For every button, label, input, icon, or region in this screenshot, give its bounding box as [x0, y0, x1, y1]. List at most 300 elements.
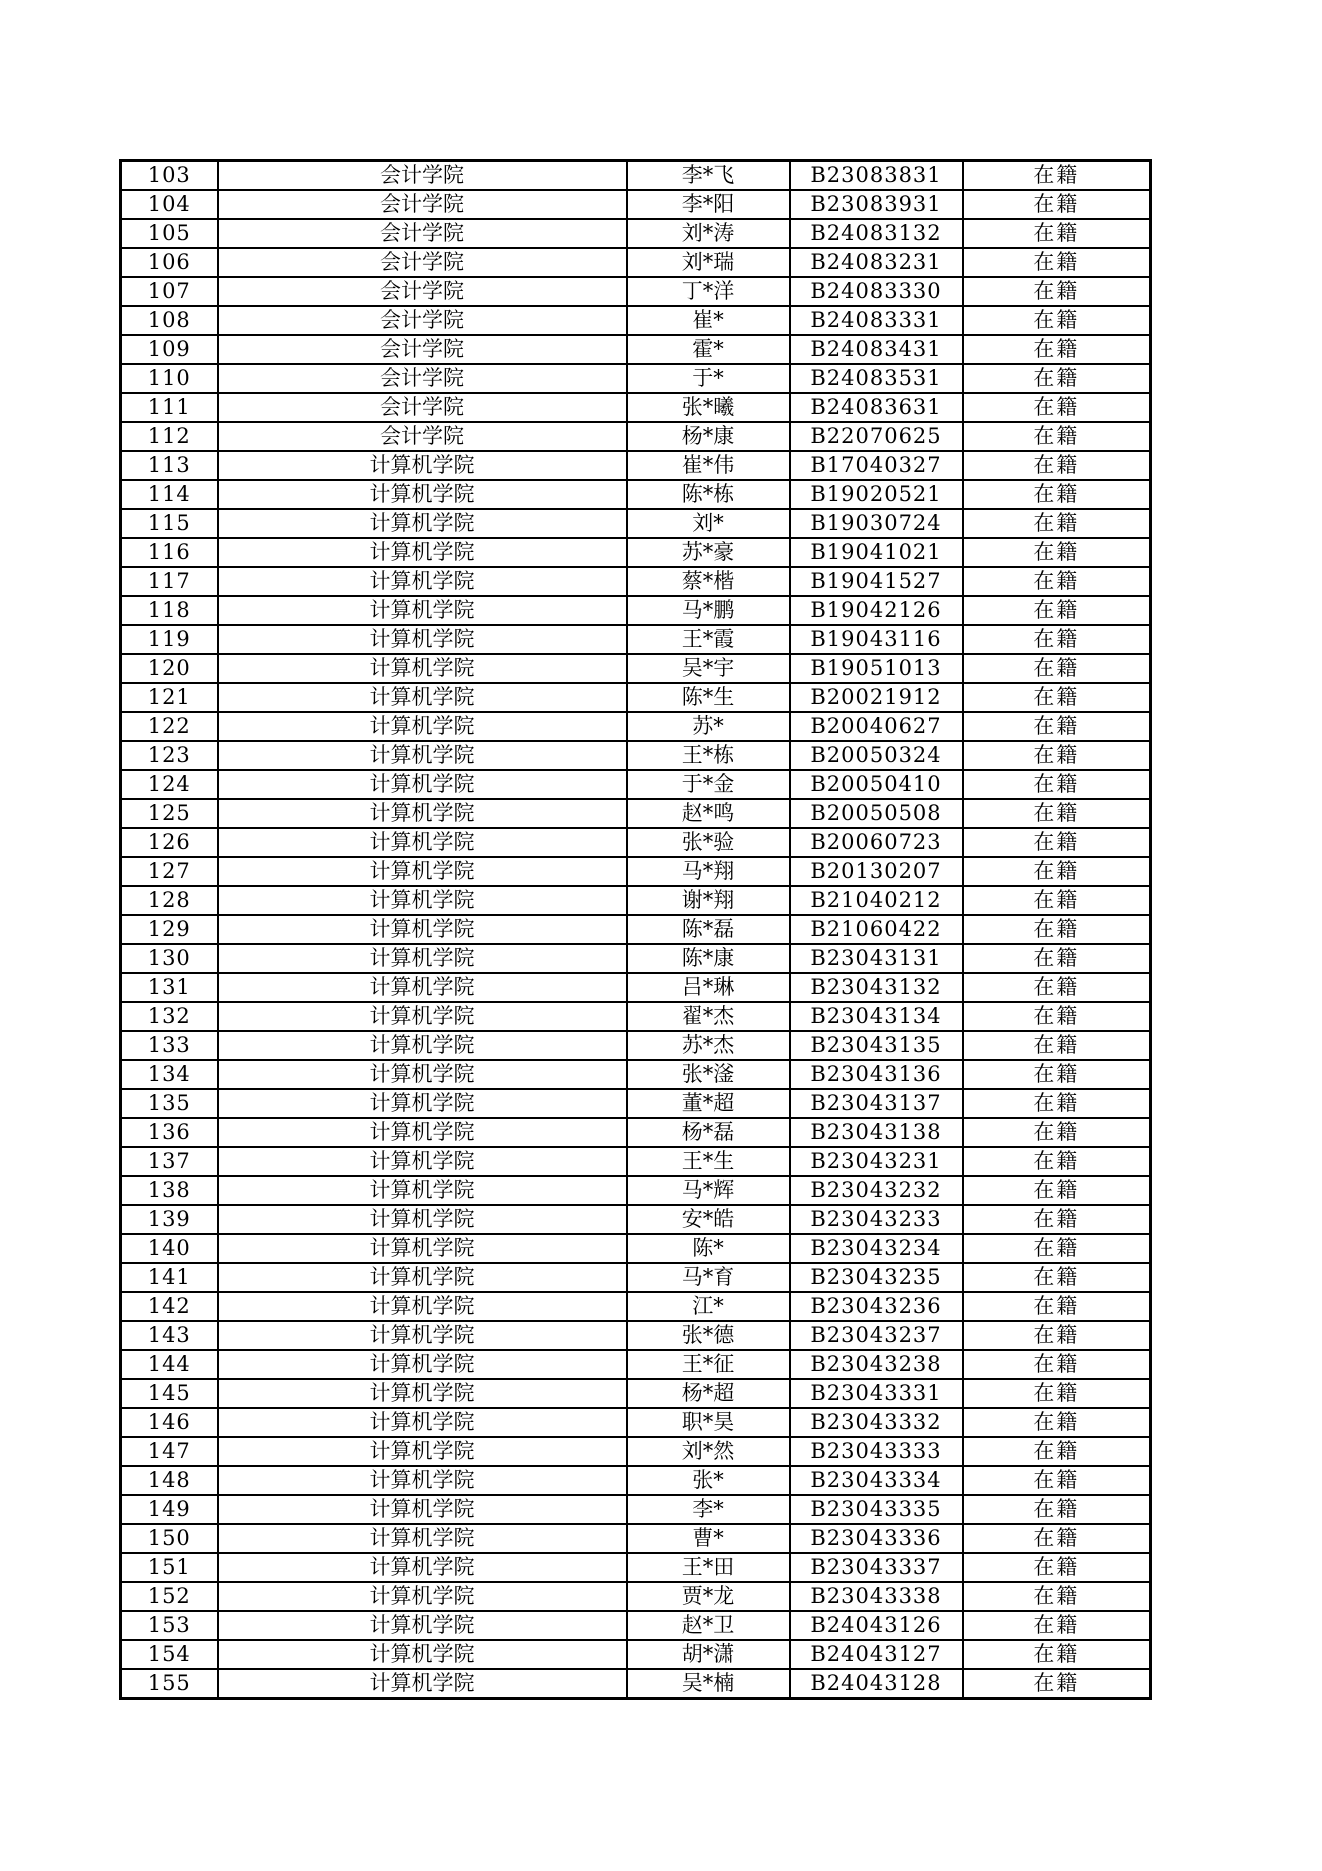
table-row [121, 1089, 1151, 1118]
enrollment-status-cell: 在籍 [963, 1379, 1151, 1408]
table-row [121, 683, 1151, 712]
college-cell: 计算机学院 [218, 1060, 627, 1089]
student-name-cell: 谢*翔 [627, 886, 790, 915]
student-id-cell: B20040627 [790, 712, 963, 741]
enrollment-status-cell: 在籍 [963, 335, 1151, 364]
row-number-cell: 119 [121, 625, 218, 654]
student-id-cell: B24083531 [790, 364, 963, 393]
row-number-cell: 125 [121, 799, 218, 828]
table-row [121, 1524, 1151, 1553]
enrollment-status-cell: 在籍 [963, 306, 1151, 335]
table-row [121, 625, 1151, 654]
student-name-cell: 苏*杰 [627, 1031, 790, 1060]
student-name-cell: 刘*瑞 [627, 248, 790, 277]
table-row [121, 712, 1151, 741]
table-row [121, 799, 1151, 828]
enrollment-status-cell: 在籍 [963, 683, 1151, 712]
row-number-cell: 113 [121, 451, 218, 480]
table-row [121, 190, 1151, 219]
student-id-cell: B23043233 [790, 1205, 963, 1234]
table-row [121, 480, 1151, 509]
row-number-cell: 116 [121, 538, 218, 567]
student-id-cell: B23043234 [790, 1234, 963, 1263]
college-cell: 计算机学院 [218, 799, 627, 828]
college-cell: 会计学院 [218, 190, 627, 219]
row-number-cell: 154 [121, 1640, 218, 1669]
student-name-cell: 马*翔 [627, 857, 790, 886]
table-row [121, 1350, 1151, 1379]
student-name-cell: 王*田 [627, 1553, 790, 1582]
table-row [121, 828, 1151, 857]
table-row [121, 1466, 1151, 1495]
row-number-cell: 151 [121, 1553, 218, 1582]
enrollment-status-cell: 在籍 [963, 364, 1151, 393]
college-cell: 会计学院 [218, 161, 627, 191]
row-number-cell: 133 [121, 1031, 218, 1060]
row-number-cell: 150 [121, 1524, 218, 1553]
student-name-cell: 崔*伟 [627, 451, 790, 480]
college-cell: 计算机学院 [218, 1669, 627, 1699]
row-number-cell: 149 [121, 1495, 218, 1524]
student-id-cell: B20130207 [790, 857, 963, 886]
student-id-cell: B24083431 [790, 335, 963, 364]
college-cell: 计算机学院 [218, 538, 627, 567]
college-cell: 计算机学院 [218, 770, 627, 799]
student-id-cell: B19051013 [790, 654, 963, 683]
enrollment-status-cell: 在籍 [963, 1118, 1151, 1147]
college-cell: 计算机学院 [218, 596, 627, 625]
table-row [121, 1669, 1151, 1699]
college-cell: 计算机学院 [218, 480, 627, 509]
enrollment-status-cell: 在籍 [963, 654, 1151, 683]
college-cell: 计算机学院 [218, 1495, 627, 1524]
table-row [121, 1582, 1151, 1611]
student-name-cell: 王*栋 [627, 741, 790, 770]
row-number-cell: 114 [121, 480, 218, 509]
student-id-cell: B19020521 [790, 480, 963, 509]
table-row [121, 567, 1151, 596]
student-id-cell: B23043137 [790, 1089, 963, 1118]
student-name-cell: 李* [627, 1495, 790, 1524]
row-number-cell: 152 [121, 1582, 218, 1611]
student-id-cell: B23043333 [790, 1437, 963, 1466]
college-cell: 计算机学院 [218, 683, 627, 712]
row-number-cell: 131 [121, 973, 218, 1002]
student-id-cell: B24043128 [790, 1669, 963, 1699]
college-cell: 计算机学院 [218, 625, 627, 654]
student-id-cell: B23083931 [790, 190, 963, 219]
student-id-cell: B23043334 [790, 1466, 963, 1495]
college-cell: 计算机学院 [218, 828, 627, 857]
student-id-cell: B23043237 [790, 1321, 963, 1350]
row-number-cell: 153 [121, 1611, 218, 1640]
enrollment-status-cell: 在籍 [963, 1263, 1151, 1292]
college-cell: 计算机学院 [218, 1147, 627, 1176]
student-name-cell: 李*飞 [627, 161, 790, 191]
college-cell: 计算机学院 [218, 451, 627, 480]
row-number-cell: 117 [121, 567, 218, 596]
student-name-cell: 赵*卫 [627, 1611, 790, 1640]
enrollment-status-cell: 在籍 [963, 538, 1151, 567]
student-id-cell: B19041021 [790, 538, 963, 567]
enrollment-status-cell: 在籍 [963, 1002, 1151, 1031]
college-cell: 计算机学院 [218, 1002, 627, 1031]
enrollment-status-cell: 在籍 [963, 1060, 1151, 1089]
student-name-cell: 马*辉 [627, 1176, 790, 1205]
table-row [121, 1176, 1151, 1205]
college-cell: 会计学院 [218, 248, 627, 277]
enrollment-status-cell: 在籍 [963, 1669, 1151, 1699]
college-cell: 计算机学院 [218, 1640, 627, 1669]
row-number-cell: 122 [121, 712, 218, 741]
college-cell: 计算机学院 [218, 1437, 627, 1466]
row-number-cell: 103 [121, 161, 218, 191]
table-row [121, 393, 1151, 422]
college-cell: 计算机学院 [218, 915, 627, 944]
college-cell: 会计学院 [218, 219, 627, 248]
table-row [121, 1118, 1151, 1147]
student-id-cell: B23043331 [790, 1379, 963, 1408]
college-cell: 会计学院 [218, 422, 627, 451]
student-name-cell: 丁*洋 [627, 277, 790, 306]
enrollment-status-cell: 在籍 [963, 944, 1151, 973]
student-name-cell: 曹* [627, 1524, 790, 1553]
student-name-cell: 李*阳 [627, 190, 790, 219]
row-number-cell: 126 [121, 828, 218, 857]
enrollment-status-cell: 在籍 [963, 219, 1151, 248]
table-row [121, 219, 1151, 248]
student-id-cell: B19042126 [790, 596, 963, 625]
enrollment-status-cell: 在籍 [963, 567, 1151, 596]
college-cell: 计算机学院 [218, 1408, 627, 1437]
enrollment-status-cell: 在籍 [963, 1466, 1151, 1495]
table-row [121, 915, 1151, 944]
enrollment-status-cell: 在籍 [963, 1495, 1151, 1524]
college-cell: 计算机学院 [218, 1350, 627, 1379]
student-name-cell: 张*滏 [627, 1060, 790, 1089]
table-row [121, 1437, 1151, 1466]
enrollment-status-cell: 在籍 [963, 741, 1151, 770]
enrollment-status-cell: 在籍 [963, 1524, 1151, 1553]
row-number-cell: 112 [121, 422, 218, 451]
student-name-cell: 江* [627, 1292, 790, 1321]
row-number-cell: 123 [121, 741, 218, 770]
table-row [121, 1495, 1151, 1524]
enrollment-status-cell: 在籍 [963, 248, 1151, 277]
college-cell: 计算机学院 [218, 1379, 627, 1408]
student-name-cell: 刘* [627, 509, 790, 538]
student-name-cell: 马*育 [627, 1263, 790, 1292]
row-number-cell: 107 [121, 277, 218, 306]
enrollment-status-cell: 在籍 [963, 973, 1151, 1002]
college-cell: 会计学院 [218, 277, 627, 306]
enrollment-status-cell: 在籍 [963, 1089, 1151, 1118]
table-row [121, 306, 1151, 335]
row-number-cell: 137 [121, 1147, 218, 1176]
row-number-cell: 118 [121, 596, 218, 625]
student-name-cell: 张*曦 [627, 393, 790, 422]
row-number-cell: 139 [121, 1205, 218, 1234]
table-row [121, 1640, 1151, 1669]
table-row [121, 1031, 1151, 1060]
row-number-cell: 127 [121, 857, 218, 886]
row-number-cell: 106 [121, 248, 218, 277]
college-cell: 会计学院 [218, 335, 627, 364]
student-name-cell: 吕*琳 [627, 973, 790, 1002]
enrollment-status-cell: 在籍 [963, 1147, 1151, 1176]
student-id-cell: B19041527 [790, 567, 963, 596]
student-name-cell: 杨*磊 [627, 1118, 790, 1147]
student-id-cell: B23083831 [790, 161, 963, 191]
student-name-cell: 苏* [627, 712, 790, 741]
student-name-cell: 胡*潇 [627, 1640, 790, 1669]
student-name-cell: 刘*涛 [627, 219, 790, 248]
table-row [121, 335, 1151, 364]
enrollment-status-cell: 在籍 [963, 1408, 1151, 1437]
table-row [121, 364, 1151, 393]
student-id-cell: B23043238 [790, 1350, 963, 1379]
student-name-cell: 董*超 [627, 1089, 790, 1118]
enrollment-status-cell: 在籍 [963, 915, 1151, 944]
table-row [121, 973, 1151, 1002]
row-number-cell: 148 [121, 1466, 218, 1495]
student-id-cell: B23043235 [790, 1263, 963, 1292]
table-row [121, 886, 1151, 915]
college-cell: 计算机学院 [218, 1611, 627, 1640]
college-cell: 计算机学院 [218, 1205, 627, 1234]
college-cell: 计算机学院 [218, 1582, 627, 1611]
student-name-cell: 安*皓 [627, 1205, 790, 1234]
student-name-cell: 刘*然 [627, 1437, 790, 1466]
table-row [121, 654, 1151, 683]
row-number-cell: 134 [121, 1060, 218, 1089]
student-id-cell: B24083631 [790, 393, 963, 422]
enrollment-status-cell: 在籍 [963, 1176, 1151, 1205]
student-name-cell: 张*验 [627, 828, 790, 857]
row-number-cell: 111 [121, 393, 218, 422]
college-cell: 计算机学院 [218, 741, 627, 770]
enrollment-status-cell: 在籍 [963, 393, 1151, 422]
college-cell: 计算机学院 [218, 712, 627, 741]
college-cell: 会计学院 [218, 393, 627, 422]
student-id-cell: B23043138 [790, 1118, 963, 1147]
student-name-cell: 吴*楠 [627, 1669, 790, 1699]
student-name-cell: 陈*磊 [627, 915, 790, 944]
enrollment-status-cell: 在籍 [963, 1640, 1151, 1669]
row-number-cell: 142 [121, 1292, 218, 1321]
student-id-cell: B23043332 [790, 1408, 963, 1437]
student-roster-table [119, 159, 1152, 1700]
enrollment-status-cell: 在籍 [963, 277, 1151, 306]
enrollment-status-cell: 在籍 [963, 480, 1151, 509]
student-id-cell: B17040327 [790, 451, 963, 480]
student-id-cell: B24083331 [790, 306, 963, 335]
student-id-cell: B21060422 [790, 915, 963, 944]
student-id-cell: B23043337 [790, 1553, 963, 1582]
enrollment-status-cell: 在籍 [963, 596, 1151, 625]
college-cell: 计算机学院 [218, 1466, 627, 1495]
row-number-cell: 144 [121, 1350, 218, 1379]
student-id-cell: B19043116 [790, 625, 963, 654]
student-name-cell: 职*昊 [627, 1408, 790, 1437]
student-id-cell: B23043336 [790, 1524, 963, 1553]
enrollment-status-cell: 在籍 [963, 1205, 1151, 1234]
row-number-cell: 136 [121, 1118, 218, 1147]
table-row [121, 596, 1151, 625]
table-row [121, 1379, 1151, 1408]
college-cell: 计算机学院 [218, 509, 627, 538]
enrollment-status-cell: 在籍 [963, 799, 1151, 828]
row-number-cell: 110 [121, 364, 218, 393]
table-row [121, 1292, 1151, 1321]
college-cell: 计算机学院 [218, 973, 627, 1002]
student-name-cell: 蔡*楷 [627, 567, 790, 596]
enrollment-status-cell: 在籍 [963, 625, 1151, 654]
student-id-cell: B23043236 [790, 1292, 963, 1321]
row-number-cell: 120 [121, 654, 218, 683]
college-cell: 会计学院 [218, 364, 627, 393]
student-id-cell: B23043231 [790, 1147, 963, 1176]
enrollment-status-cell: 在籍 [963, 770, 1151, 799]
enrollment-status-cell: 在籍 [963, 857, 1151, 886]
student-id-cell: B24083231 [790, 248, 963, 277]
table-row [121, 1553, 1151, 1582]
student-name-cell: 杨*超 [627, 1379, 790, 1408]
table-row [121, 1234, 1151, 1263]
college-cell: 会计学院 [218, 306, 627, 335]
table-row [121, 741, 1151, 770]
enrollment-status-cell: 在籍 [963, 190, 1151, 219]
enrollment-status-cell: 在籍 [963, 1611, 1151, 1640]
table-row [121, 1611, 1151, 1640]
table-row [121, 248, 1151, 277]
student-id-cell: B23043232 [790, 1176, 963, 1205]
enrollment-status-cell: 在籍 [963, 1437, 1151, 1466]
student-id-cell: B21040212 [790, 886, 963, 915]
row-number-cell: 124 [121, 770, 218, 799]
enrollment-status-cell: 在籍 [963, 1350, 1151, 1379]
student-name-cell: 陈*生 [627, 683, 790, 712]
student-name-cell: 张*德 [627, 1321, 790, 1350]
enrollment-status-cell: 在籍 [963, 451, 1151, 480]
student-id-cell: B23043338 [790, 1582, 963, 1611]
college-cell: 计算机学院 [218, 1553, 627, 1582]
college-cell: 计算机学院 [218, 1292, 627, 1321]
student-name-cell: 陈* [627, 1234, 790, 1263]
table-row [121, 277, 1151, 306]
student-name-cell: 苏*豪 [627, 538, 790, 567]
row-number-cell: 104 [121, 190, 218, 219]
table-row [121, 1002, 1151, 1031]
student-name-cell: 翟*杰 [627, 1002, 790, 1031]
table-row [121, 1147, 1151, 1176]
student-id-cell: B20050410 [790, 770, 963, 799]
row-number-cell: 141 [121, 1263, 218, 1292]
roster-body [121, 161, 1151, 1699]
student-name-cell: 杨*康 [627, 422, 790, 451]
college-cell: 计算机学院 [218, 1321, 627, 1350]
student-id-cell: B23043335 [790, 1495, 963, 1524]
student-name-cell: 陈*康 [627, 944, 790, 973]
college-cell: 计算机学院 [218, 1234, 627, 1263]
row-number-cell: 155 [121, 1669, 218, 1699]
college-cell: 计算机学院 [218, 1263, 627, 1292]
enrollment-status-cell: 在籍 [963, 509, 1151, 538]
student-id-cell: B23043132 [790, 973, 963, 1002]
enrollment-status-cell: 在籍 [963, 422, 1151, 451]
student-name-cell: 王*生 [627, 1147, 790, 1176]
college-cell: 计算机学院 [218, 1118, 627, 1147]
student-id-cell: B20050324 [790, 741, 963, 770]
student-name-cell: 张* [627, 1466, 790, 1495]
table-row [121, 538, 1151, 567]
student-id-cell: B24043126 [790, 1611, 963, 1640]
student-id-cell: B20050508 [790, 799, 963, 828]
enrollment-status-cell: 在籍 [963, 1292, 1151, 1321]
row-number-cell: 145 [121, 1379, 218, 1408]
enrollment-status-cell: 在籍 [963, 161, 1151, 191]
student-id-cell: B23043131 [790, 944, 963, 973]
student-name-cell: 于*金 [627, 770, 790, 799]
row-number-cell: 115 [121, 509, 218, 538]
row-number-cell: 109 [121, 335, 218, 364]
row-number-cell: 146 [121, 1408, 218, 1437]
student-id-cell: B22070625 [790, 422, 963, 451]
row-number-cell: 105 [121, 219, 218, 248]
row-number-cell: 140 [121, 1234, 218, 1263]
table-row [121, 857, 1151, 886]
student-name-cell: 赵*鸣 [627, 799, 790, 828]
college-cell: 计算机学院 [218, 1176, 627, 1205]
student-name-cell: 陈*栋 [627, 480, 790, 509]
enrollment-status-cell: 在籍 [963, 1321, 1151, 1350]
row-number-cell: 121 [121, 683, 218, 712]
table-row [121, 1205, 1151, 1234]
student-id-cell: B23043134 [790, 1002, 963, 1031]
student-id-cell: B23043135 [790, 1031, 963, 1060]
enrollment-status-cell: 在籍 [963, 828, 1151, 857]
student-name-cell: 于* [627, 364, 790, 393]
row-number-cell: 129 [121, 915, 218, 944]
table-row [121, 944, 1151, 973]
row-number-cell: 138 [121, 1176, 218, 1205]
enrollment-status-cell: 在籍 [963, 1031, 1151, 1060]
table-row [121, 1408, 1151, 1437]
enrollment-status-cell: 在籍 [963, 1582, 1151, 1611]
row-number-cell: 128 [121, 886, 218, 915]
college-cell: 计算机学院 [218, 1524, 627, 1553]
student-name-cell: 霍* [627, 335, 790, 364]
table-row [121, 451, 1151, 480]
student-name-cell: 王*征 [627, 1350, 790, 1379]
student-id-cell: B24083132 [790, 219, 963, 248]
college-cell: 计算机学院 [218, 886, 627, 915]
college-cell: 计算机学院 [218, 857, 627, 886]
student-id-cell: B24043127 [790, 1640, 963, 1669]
student-id-cell: B23043136 [790, 1060, 963, 1089]
college-cell: 计算机学院 [218, 1031, 627, 1060]
student-name-cell: 贾*龙 [627, 1582, 790, 1611]
enrollment-status-cell: 在籍 [963, 886, 1151, 915]
college-cell: 计算机学院 [218, 654, 627, 683]
student-name-cell: 马*鹏 [627, 596, 790, 625]
row-number-cell: 143 [121, 1321, 218, 1350]
row-number-cell: 132 [121, 1002, 218, 1031]
college-cell: 计算机学院 [218, 944, 627, 973]
table-row [121, 770, 1151, 799]
table-row [121, 509, 1151, 538]
table-row [121, 1263, 1151, 1292]
